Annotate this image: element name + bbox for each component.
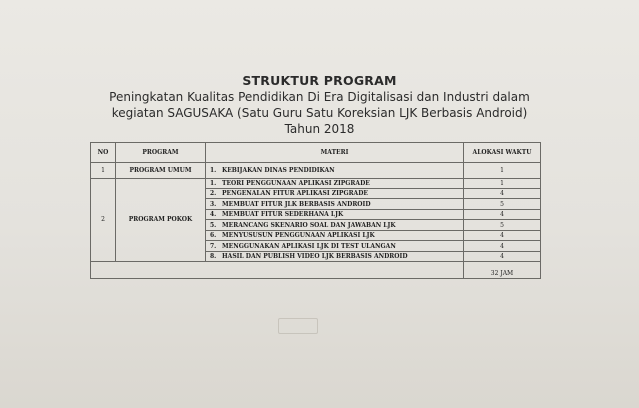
subtitle-year: Tahun 2018 xyxy=(284,122,355,136)
materi-text: KEBIJAKAN DINAS PENDIDIKAN xyxy=(222,166,335,174)
materi-number: 3. xyxy=(210,200,217,208)
row-no: 2 xyxy=(91,178,116,262)
materi-number: 6. xyxy=(210,232,217,240)
row-jam: 5 xyxy=(464,220,541,230)
col-header-no: NO xyxy=(91,143,116,163)
document-title: STRUKTUR PROGRAM xyxy=(242,73,397,88)
row-jam: 4 xyxy=(464,241,541,251)
materi-text: TEORI PENGGUNAAN APLIKASI ZIPGRADE xyxy=(222,179,370,187)
row-jam: 5 xyxy=(464,199,541,209)
row-materi xyxy=(206,189,464,199)
row-materi xyxy=(206,251,464,261)
faint-stamp-mark xyxy=(278,318,318,334)
row-program: PROGRAM POKOK xyxy=(116,178,206,262)
materi-number: 2. xyxy=(210,190,217,198)
row-materi xyxy=(206,199,464,209)
materi-text: MENYUSUSUN PENGGUNAAN APLIKASI LJK xyxy=(222,232,375,240)
materi-number: 4. xyxy=(210,211,217,219)
table-row xyxy=(91,162,541,178)
table-header-row xyxy=(91,143,541,163)
row-materi xyxy=(206,209,464,219)
row-materi xyxy=(206,220,464,230)
row-jam: 1 xyxy=(464,162,541,178)
row-no: 1 xyxy=(91,162,116,178)
row-jam: 4 xyxy=(464,251,541,261)
materi-number: 5. xyxy=(210,221,217,229)
row-materi xyxy=(206,162,464,178)
materi-number: 1. xyxy=(210,166,217,174)
row-jam: 4 xyxy=(464,209,541,219)
materi-number: 8. xyxy=(210,252,217,260)
row-materi xyxy=(206,241,464,251)
subtitle-line-1: Peningkatan Kualitas Pendidikan Di Era Digitalisasi dan Industri dalam xyxy=(109,90,530,104)
total-spacer xyxy=(91,262,464,279)
col-header-materi: MATERI xyxy=(206,143,464,163)
document-header xyxy=(0,73,639,138)
materi-text: MEMBUAT FITUR SEDERHANA LJK xyxy=(222,211,344,219)
row-program: PROGRAM UMUM xyxy=(116,162,206,178)
total-jam: 32 JAM xyxy=(464,262,541,279)
materi-text: MEMBUAT FITUR JLK BERBASIS ANDROID xyxy=(222,200,371,208)
materi-text: MENGGUNAKAN APLIKASI LJK DI TEST ULANGAN xyxy=(222,242,396,250)
row-materi xyxy=(206,178,464,188)
materi-number: 1. xyxy=(210,179,217,187)
col-header-program: PROGRAM xyxy=(116,143,206,163)
materi-text: MERANCANG SKENARIO SOAL DAN JAWABAN LJK xyxy=(222,221,396,229)
materi-number: 7. xyxy=(210,242,217,250)
row-jam: 1 xyxy=(464,178,541,188)
row-jam: 4 xyxy=(464,230,541,240)
table-total-row xyxy=(91,262,541,279)
row-jam: 4 xyxy=(464,189,541,199)
materi-text: HASIL DAN PUBLISH VIDEO LJK BERBASIS ANDROID xyxy=(222,252,408,260)
program-table xyxy=(90,142,541,279)
col-header-alokasi: ALOKASI WAKTU xyxy=(464,143,541,163)
table-row xyxy=(91,178,541,188)
materi-text: PENGENALAN FITUR APLIKASI ZIPGRADE xyxy=(222,190,368,198)
row-materi xyxy=(206,230,464,240)
subtitle-line-2: kegiatan SAGUSAKA (Satu Guru Satu Koreksian LJK Berbasis Android) xyxy=(111,106,528,120)
